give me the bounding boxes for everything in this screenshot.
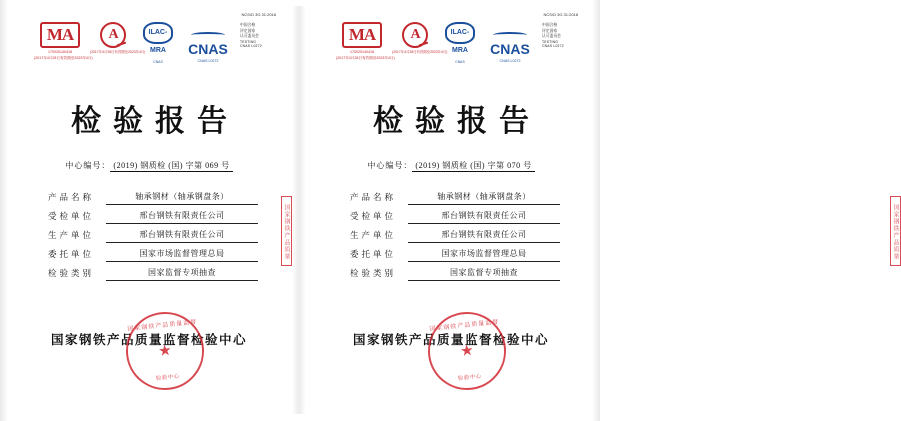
ma-logo-code: 170020140418 [350,50,374,54]
field-value-client-left: 国家市场监督管理总局 [106,248,258,262]
field-row [48,224,258,243]
cnas-cn-line2: 评定国家 [542,28,558,33]
cnas-cn-line2: 评定国家 [240,28,256,33]
cnas-cn-line3: 认可委员会 [240,34,259,38]
accreditation-logo-row-right [336,22,566,68]
field-value-producer-right: 邢台钢铁有限责任公司 [408,229,560,243]
cnas-logo-mark: CNAS [180,22,236,58]
field-row [350,243,560,262]
cnas-en-line2: CNAS L0272 [240,44,262,49]
ilac-mra-logo [440,22,480,64]
field-value-inspected-unit-left: 邢台钢铁有限责任公司 [106,210,258,224]
ma-logo-validity: (2017年4月28日有效期至2023年4月) [336,56,395,61]
ma-logo-mark: MA [342,22,382,48]
report-number-value-right: (2019) 钢质检 (国) 字第 070 号 [412,161,534,172]
seal-bottom-text-left: 检验中心 [155,373,181,383]
report-number-value-left: (2019) 钢质检 (国) 字第 069 号 [110,161,232,172]
seal-star-icon: ★ [459,341,475,361]
ilac-mra-logo-sub: CNAS [455,60,465,64]
ncs-code-left: NCS/D 3G 31:2018 [241,12,276,17]
ilac-mra-logo-mark: ILAC-MRA [143,22,173,44]
field-label-inspected-unit-right: 受检单位 [350,211,397,221]
ilac-mra-logo-mark: ILAC-MRA [445,22,475,44]
cnas-cn-line3: 认可委员会 [542,34,561,38]
report-number-left [0,160,298,171]
ma-logo-mark: MA [40,22,80,48]
ma-logo-validity: (2017年4月28日有效期至2023年4月) [34,56,93,61]
ilac-mra-logo [138,22,178,64]
field-value-inspected-unit-right: 邢台钢铁有限责任公司 [408,210,560,224]
issuer-name-left: 国家钢铁产品质量监督检验中心 [50,333,247,347]
cal-logo-validity: (2017年4月28日有效期至2023年4月) [90,50,146,54]
cnas-cn-line1: 中国合格 [240,23,256,27]
accreditation-logo-row-left [34,22,264,68]
field-label-producer-right: 生产单位 [350,230,397,240]
ncs-code-right: NCS/D 3G 31:2018 [543,12,578,17]
field-list-right [350,186,560,281]
ilac-mra-logo-sub: CNAS [153,60,163,64]
issuer-name-right: 国家钢铁产品质量监督检验中心 [352,333,549,347]
official-seal-left [122,308,208,394]
field-value-inspection-type-right: 国家监督专项抽查 [408,267,560,281]
page-title-left: 检验报告 [71,105,239,138]
cnas-logo-code: CNAS L0272 [197,59,219,63]
ma-logo [336,22,395,61]
field-label-product-name-right: 产品名称 [350,192,397,202]
cnas-cn-line1: 中国合格 [542,23,558,27]
field-list-left [48,186,258,281]
field-row [350,224,560,243]
side-stamp-left: 国家钢铁产品质量 [281,196,292,266]
report-number-label-left: 中心编号： [65,161,111,170]
cal-logo [90,22,146,54]
ma-logo [34,22,93,61]
cnas-swoosh-icon [191,32,225,38]
field-value-inspection-type-left: 国家监督专项抽查 [106,267,258,281]
field-label-product-name-left: 产品名称 [48,192,95,202]
field-row [350,262,560,281]
official-seal-right [424,308,510,394]
side-stamp-right: 国家钢铁产品质量 [890,196,901,266]
cnas-en-line1: TESTING [240,39,257,44]
field-value-product-name-right: 轴承钢材（轴承钢盘条） [408,191,560,205]
page-title-right: 检验报告 [373,105,541,138]
cal-logo-mark: A [402,22,428,48]
seal-arc-text-left: 国家钢铁产品质量监督 [127,319,198,333]
cnas-en-line2: CNAS L0272 [542,44,564,49]
field-label-inspected-unit-left: 受检单位 [48,211,95,221]
cal-logo-validity: (2017年4月28日有效期至2023年4月) [392,50,448,54]
cnas-text-block-right [542,23,582,49]
field-row [48,262,258,281]
cnas-swoosh-icon [493,32,527,38]
ma-logo-code: 170020140418 [48,50,72,54]
field-row [350,186,560,205]
seal-arc-text-right: 国家钢铁产品质量监督 [429,319,500,333]
field-value-product-name-left: 轴承钢材（轴承钢盘条） [106,191,258,205]
seal-bottom-text-right: 检验中心 [457,373,483,383]
field-value-client-right: 国家市场监督管理总局 [408,248,560,262]
cal-logo-mark: A [100,22,126,48]
field-label-client-right: 委托单位 [350,249,397,259]
field-label-inspection-type-right: 检验类别 [350,268,397,278]
field-label-producer-left: 生产单位 [48,230,95,240]
seal-star-icon: ★ [157,341,173,361]
cnas-logo-code: CNAS L0272 [499,59,521,63]
field-row [48,186,258,205]
certificate-right [302,0,898,421]
field-label-inspection-type-left: 检验类别 [48,268,95,278]
field-row [48,205,258,224]
field-row [48,243,258,262]
cnas-text-block-left [240,23,280,49]
cnas-en-line1: TESTING [542,39,559,44]
cnas-logo [482,22,538,63]
certificate-left [0,0,298,421]
field-value-producer-left: 邢台钢铁有限责任公司 [106,229,258,243]
cnas-logo [180,22,236,63]
report-number-right [302,160,600,171]
field-label-client-left: 委托单位 [48,249,95,259]
cal-logo [392,22,448,54]
field-row [350,205,560,224]
cnas-logo-mark: CNAS [482,22,538,58]
report-number-label-right: 中心编号： [367,161,413,170]
